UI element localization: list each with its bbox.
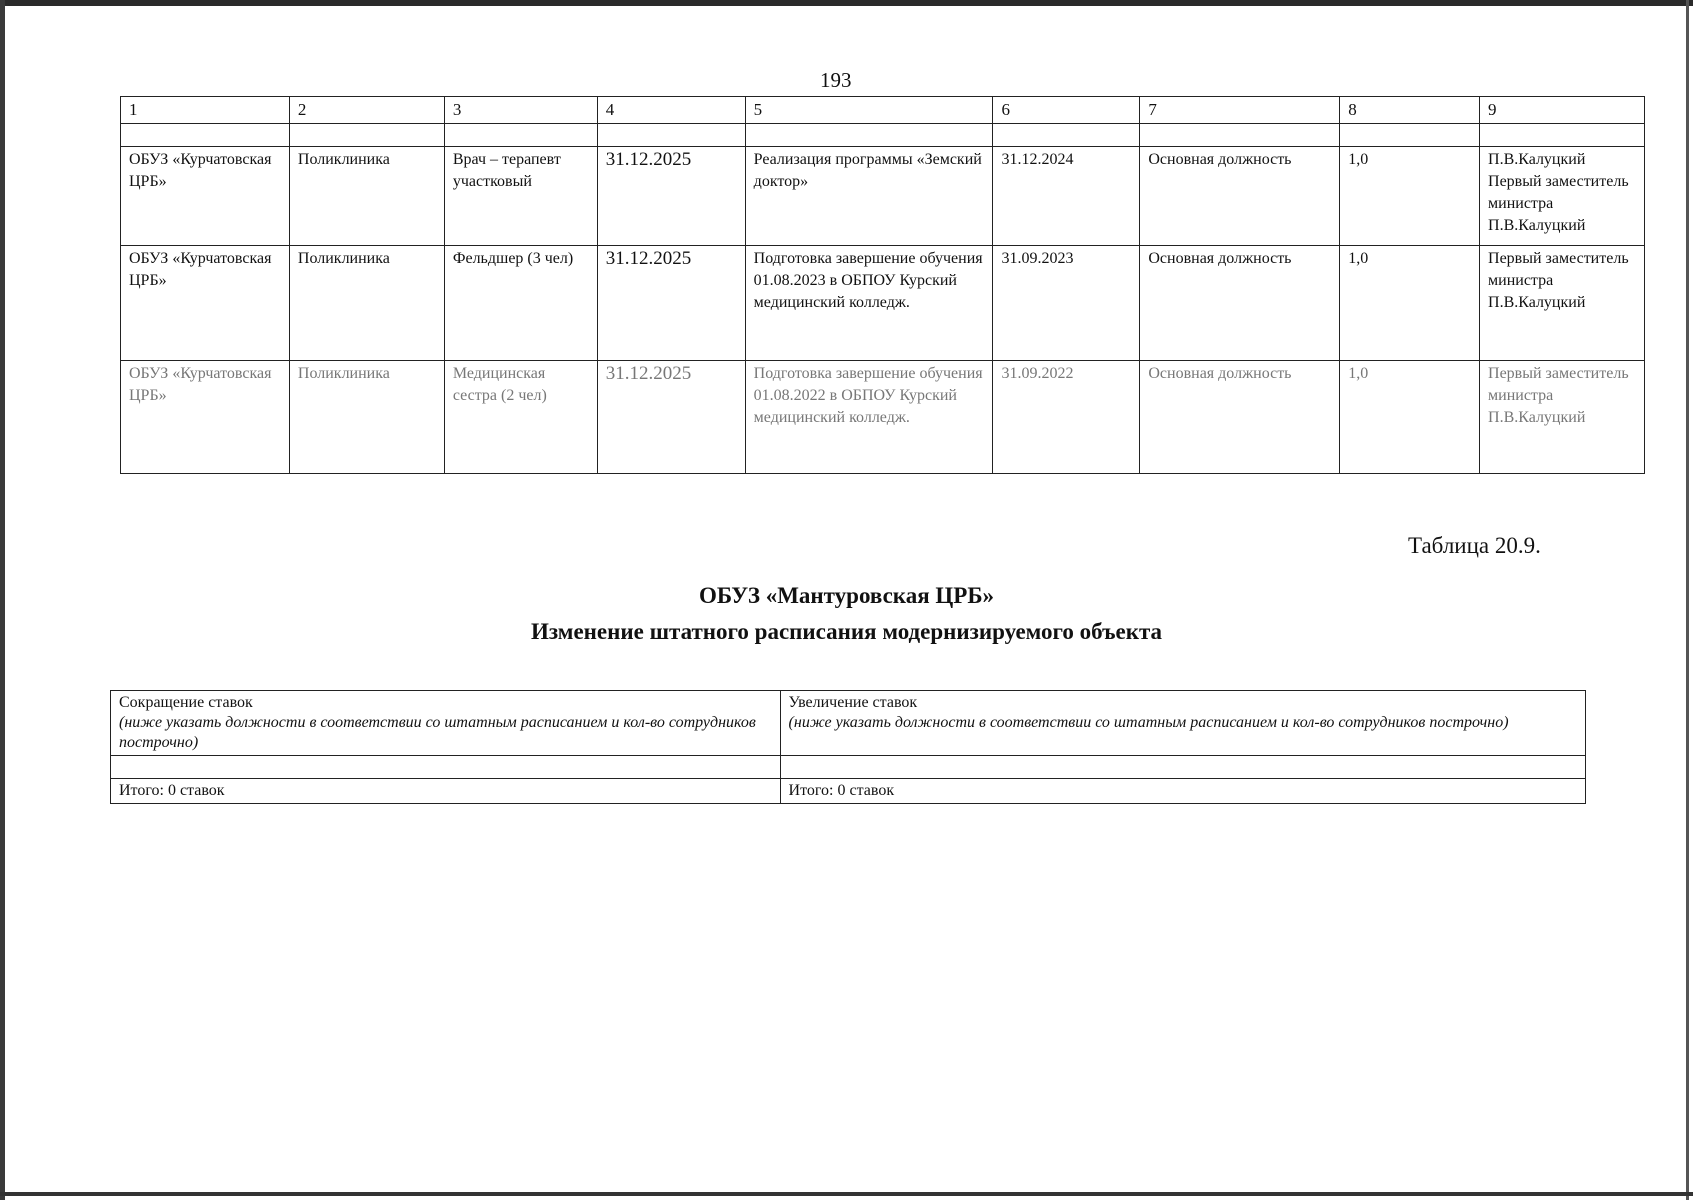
table-row xyxy=(121,361,1645,474)
deadline-cell: 31.12.2024 xyxy=(993,147,1140,246)
deadline-cell: 31.09.2023 xyxy=(993,246,1140,361)
reduction-header-cell xyxy=(111,691,781,756)
column-number: 9 xyxy=(1480,97,1645,124)
table-label: Таблица 20.9. xyxy=(1408,533,1541,558)
column-number: 6 xyxy=(993,97,1140,124)
approver-text: Первый заместитель министра П.В.Калуцкий xyxy=(1488,173,1629,234)
approver-cell: Первый заместитель министра П.В.Калуцкий xyxy=(1480,246,1645,361)
rate-cell: 1,0 xyxy=(1340,246,1480,361)
column-number: 5 xyxy=(745,97,993,124)
reduction-note: (ниже указать должности в соответствии со штатным расписанием и кол-во сотрудников построчно) xyxy=(119,714,756,751)
table-cell xyxy=(444,124,597,147)
unit-cell: Поликлиника xyxy=(289,361,444,474)
table-cell xyxy=(993,124,1140,147)
scan-border-bottom xyxy=(0,1192,1693,1196)
approver-prev-name: П.В.Калуцкий xyxy=(1488,151,1586,168)
reduction-total: Итого: 0 ставок xyxy=(111,779,781,804)
type-cell: Основная должность xyxy=(1140,246,1340,361)
approver-cell xyxy=(1480,147,1645,246)
table-cell xyxy=(1140,124,1340,147)
scan-border-top xyxy=(0,0,1693,6)
deadline-cell: 31.09.2022 xyxy=(993,361,1140,474)
positions-table xyxy=(120,96,1645,474)
date-cell: 31.12.2025 xyxy=(597,361,745,474)
total-row xyxy=(111,779,1586,804)
approver-cell: Первый заместитель министра П.В.Калуцкий xyxy=(1480,361,1645,474)
column-number: 1 xyxy=(121,97,290,124)
rate-cell: 1,0 xyxy=(1340,147,1480,246)
org-cell: ОБУЗ «Курчатовская ЦРБ» xyxy=(121,361,290,474)
staffing-change-table xyxy=(110,690,1586,804)
table-row xyxy=(121,246,1645,361)
section-subtitle: Изменение штатного расписания модернизируемого объекта xyxy=(530,619,1163,644)
table-cell xyxy=(1480,124,1645,147)
table-header-row xyxy=(121,97,1645,124)
position-cell: Медицинская сестра (2 чел) xyxy=(444,361,597,474)
column-number: 4 xyxy=(597,97,745,124)
rate-cell: 1,0 xyxy=(1340,361,1480,474)
reduction-title: Сокращение ставок xyxy=(119,694,253,711)
table-cell xyxy=(745,124,993,147)
increase-note: (ниже указать должности в соответствии со штатным расписанием и кол-во сотрудников построчно) xyxy=(788,714,1509,731)
section-title: ОБУЗ «Мантуровская ЦРБ» xyxy=(698,583,995,608)
position-cell: Врач – терапевт участковый xyxy=(444,147,597,246)
increase-header-cell xyxy=(780,691,1585,756)
unit-cell: Поликлиника xyxy=(289,246,444,361)
reason-cell: Подготовка завершение обучения 01.08.2022 в ОБПОУ Курский медицинский колледж. xyxy=(745,361,993,474)
increase-total: Итого: 0 ставок xyxy=(780,779,1585,804)
table-cell xyxy=(111,756,781,779)
column-number: 2 xyxy=(289,97,444,124)
type-cell: Основная должность xyxy=(1140,361,1340,474)
position-cell: Фельдшер (3 чел) xyxy=(444,246,597,361)
org-cell: ОБУЗ «Курчатовская ЦРБ» xyxy=(121,147,290,246)
table-row xyxy=(111,756,1586,779)
org-cell: ОБУЗ «Курчатовская ЦРБ» xyxy=(121,246,290,361)
table-cell xyxy=(289,124,444,147)
reason-cell: Подготовка завершение обучения 01.08.2023 в ОБПОУ Курский медицинский колледж. xyxy=(745,246,993,361)
table-row xyxy=(121,147,1645,246)
column-number: 3 xyxy=(444,97,597,124)
column-number: 8 xyxy=(1340,97,1480,124)
type-cell: Основная должность xyxy=(1140,147,1340,246)
table-cell xyxy=(121,124,290,147)
reason-cell: Реализация программы «Земский доктор» xyxy=(745,147,993,246)
table-cell xyxy=(780,756,1585,779)
table-row xyxy=(121,124,1645,147)
date-cell: 31.12.2025 xyxy=(597,246,745,361)
table-cell xyxy=(1340,124,1480,147)
table-cell xyxy=(597,124,745,147)
page-number: 193 xyxy=(820,68,852,92)
increase-title: Увеличение ставок xyxy=(788,694,918,711)
column-number: 7 xyxy=(1140,97,1340,124)
unit-cell: Поликлиника xyxy=(289,147,444,246)
date-cell: 31.12.2025 xyxy=(597,147,745,246)
table-header-row xyxy=(111,691,1586,756)
